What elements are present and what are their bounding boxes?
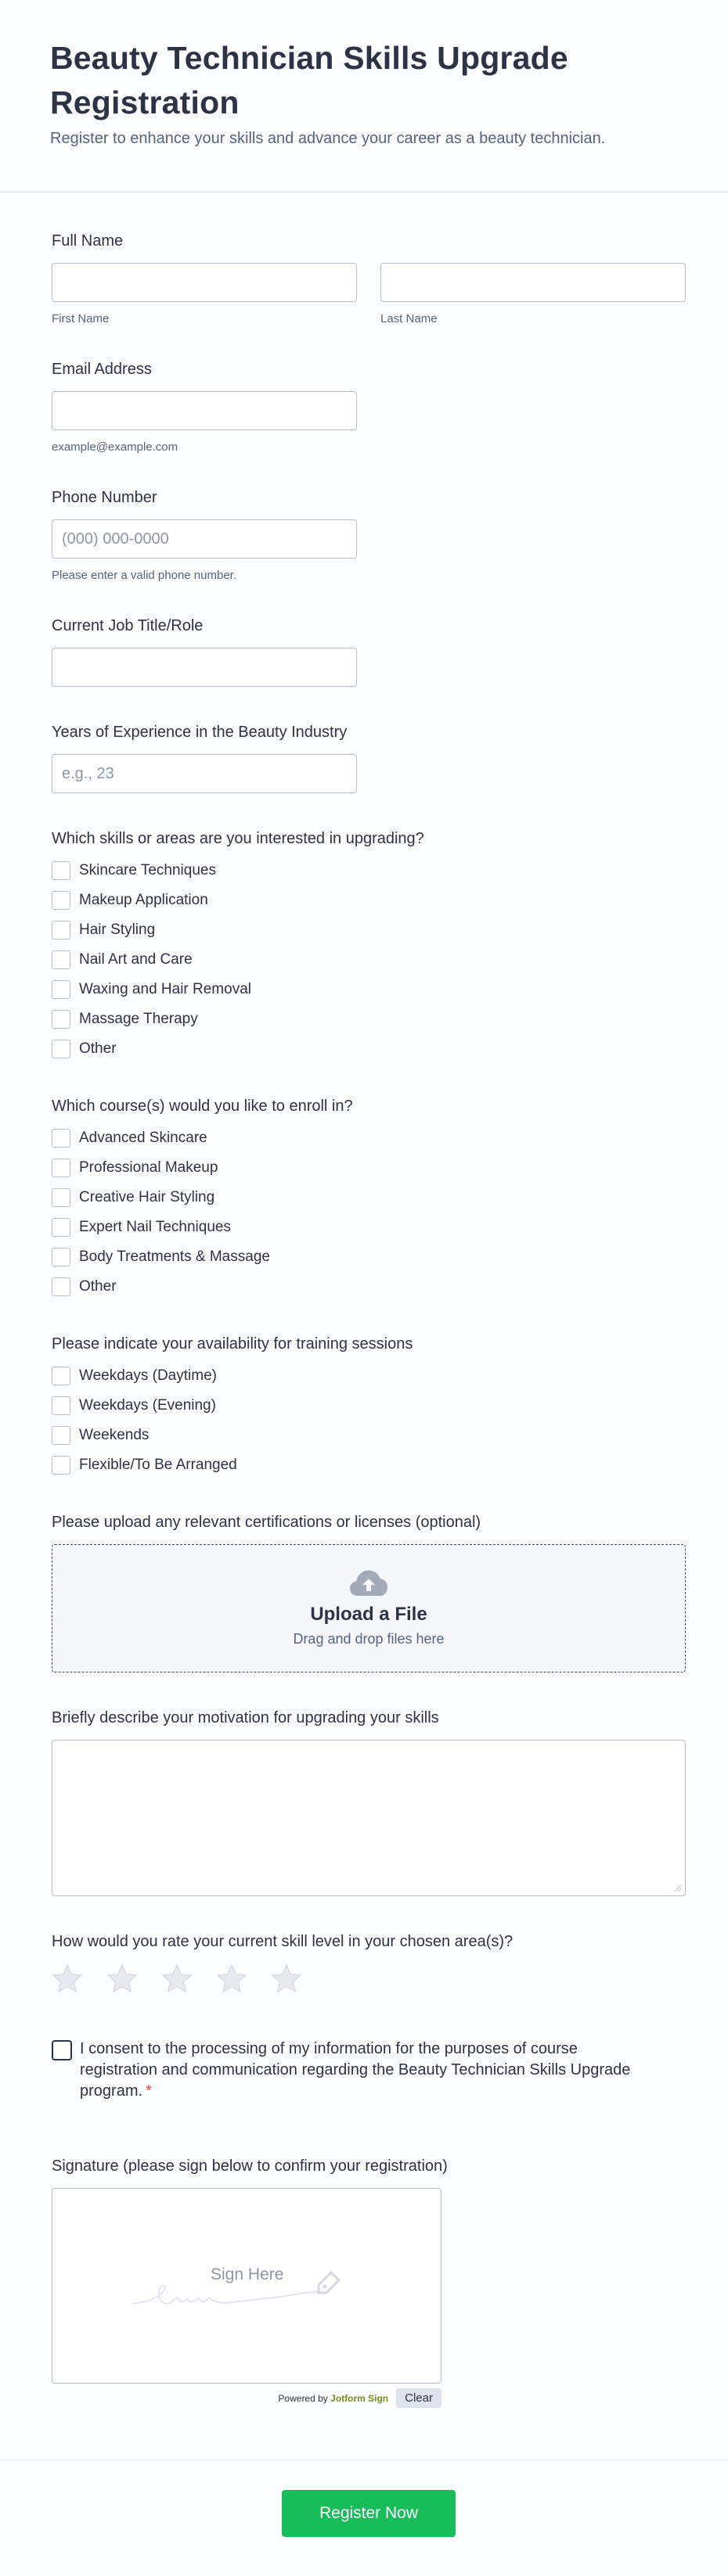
clear-signature-button[interactable]: Clear — [396, 2388, 441, 2408]
powered-prefix: Powered by — [278, 2392, 328, 2404]
job-title-field — [52, 615, 686, 687]
upload-title: Upload a File — [310, 1604, 427, 1625]
courses-option[interactable] — [52, 1277, 686, 1297]
courses-option[interactable] — [52, 1217, 686, 1238]
motivation-label: Briefly describe your motivation for upgrading your skills — [52, 1709, 439, 1726]
signature-label: Signature (please sign below to confirm your registration) — [52, 2157, 448, 2175]
signature-pad[interactable] — [52, 2188, 441, 2384]
form-subtitle: Register to enhance your skills and advance your career as a beauty technician. — [50, 130, 606, 147]
checkbox[interactable] — [52, 1248, 70, 1266]
motivation-field — [52, 1707, 686, 1896]
courses-option-label: Expert Nail Techniques — [79, 1219, 231, 1235]
skills-option-label: Other — [79, 1040, 117, 1057]
availability-option-label: Flexible/To Be Arranged — [79, 1457, 237, 1473]
last-name-sublabel: Last Name — [380, 312, 438, 325]
email-input[interactable] — [52, 391, 357, 430]
full-name-label: Full Name — [52, 232, 124, 250]
powered-brand: Jotform Sign — [330, 2392, 389, 2404]
experience-input[interactable]: e.g., 23 — [52, 754, 357, 793]
skills-option[interactable] — [52, 1009, 686, 1029]
skills-option-label: Waxing and Hair Removal — [79, 981, 251, 997]
checkbox[interactable] — [52, 891, 70, 910]
star-rating — [52, 1963, 686, 1995]
availability-option[interactable] — [52, 1366, 686, 1386]
checkbox[interactable] — [52, 1159, 70, 1177]
first-name-sublabel: First Name — [52, 312, 110, 325]
courses-options — [52, 1128, 686, 1297]
powered-by — [278, 2393, 388, 2404]
star-icon[interactable] — [106, 1963, 138, 1995]
skills-option-label: Makeup Application — [79, 892, 208, 908]
signature-field — [52, 2155, 686, 2408]
courses-field — [52, 1095, 686, 1297]
checkbox[interactable] — [52, 1188, 70, 1207]
consent-checkbox[interactable] — [52, 2040, 72, 2060]
skills-option[interactable] — [52, 979, 686, 1000]
checkbox[interactable] — [52, 1396, 70, 1415]
email-field — [52, 358, 686, 455]
courses-option[interactable] — [52, 1128, 686, 1148]
rating-field — [52, 1931, 686, 1995]
star-icon[interactable] — [52, 1963, 83, 1995]
upload-dropzone[interactable] — [52, 1544, 686, 1672]
availability-option[interactable] — [52, 1425, 686, 1446]
skills-option[interactable] — [52, 1039, 686, 1059]
skills-label: Which skills or areas are you interested in upgrading? — [52, 830, 424, 847]
availability-field — [52, 1333, 686, 1475]
availability-option-label: Weekdays (Daytime) — [79, 1367, 217, 1384]
checkbox[interactable] — [52, 921, 70, 940]
skills-options — [52, 860, 686, 1059]
form-footer — [0, 2459, 728, 2576]
consent-text — [80, 2039, 643, 2102]
availability-option-label: Weekdays (Evening) — [79, 1397, 216, 1414]
last-name-col — [380, 263, 686, 327]
job-title-label: Current Job Title/Role — [52, 617, 204, 634]
experience-field — [52, 721, 686, 793]
phone-label: Phone Number — [52, 489, 157, 506]
form-title: Beauty Technician Skills Upgrade Registration — [50, 40, 568, 120]
checkbox[interactable] — [52, 1277, 70, 1296]
skills-option-label: Nail Art and Care — [79, 951, 193, 968]
checkbox[interactable] — [52, 1040, 70, 1058]
skills-option[interactable] — [52, 860, 686, 881]
email-label: Email Address — [52, 361, 152, 378]
skills-option-label: Skincare Techniques — [79, 862, 216, 878]
checkbox[interactable] — [52, 1456, 70, 1475]
first-name-col — [52, 263, 357, 327]
phone-sublabel: Please enter a valid phone number. — [52, 569, 236, 582]
consent-field — [52, 2039, 686, 2102]
checkbox[interactable] — [52, 950, 70, 969]
star-icon[interactable] — [271, 1963, 302, 1995]
phone-field — [52, 487, 686, 584]
register-now-button[interactable]: Register Now — [282, 2490, 456, 2537]
courses-option-label: Advanced Skincare — [79, 1130, 207, 1146]
courses-option[interactable] — [52, 1247, 686, 1267]
form-body — [0, 192, 728, 2408]
star-icon[interactable] — [216, 1963, 247, 1995]
availability-options — [52, 1366, 686, 1475]
availability-option-label: Weekends — [79, 1427, 150, 1443]
courses-option-label: Professional Makeup — [79, 1159, 218, 1176]
full-name-row — [52, 263, 686, 327]
job-title-input[interactable] — [52, 648, 357, 687]
courses-option[interactable] — [52, 1158, 686, 1178]
signature-footer — [52, 2388, 441, 2408]
upload-subtitle: Drag and drop files here — [293, 1631, 445, 1647]
skills-option[interactable] — [52, 950, 686, 970]
skills-option-label: Hair Styling — [79, 922, 156, 938]
courses-option[interactable] — [52, 1187, 686, 1208]
availability-label: Please indicate your availability for training sessions — [52, 1335, 413, 1353]
checkbox[interactable] — [52, 1129, 70, 1148]
phone-input[interactable]: (000) 000-0000 — [52, 519, 357, 559]
signature-placeholder: Sign Here — [211, 2265, 284, 2283]
skills-option[interactable] — [52, 920, 686, 940]
availability-option[interactable] — [52, 1396, 686, 1416]
experience-label: Years of Experience in the Beauty Industry — [52, 724, 348, 741]
courses-option-label: Body Treatments & Massage — [79, 1248, 270, 1265]
checkbox[interactable] — [52, 980, 70, 999]
email-sublabel: example@example.com — [52, 440, 178, 454]
courses-option-label: Creative Hair Styling — [79, 1189, 215, 1205]
last-name-input[interactable] — [380, 263, 686, 302]
consent-label: I consent to the processing of my information for the purposes of course registration and communication regarding the Beauty Technician Skills Upgrade program. — [80, 2040, 631, 2100]
skills-option-label: Massage Therapy — [79, 1011, 198, 1027]
checkbox[interactable] — [52, 1218, 70, 1237]
checkbox[interactable] — [52, 861, 70, 880]
skills-field — [52, 828, 686, 1059]
star-icon[interactable] — [161, 1963, 193, 1995]
cloud-upload-icon — [348, 1568, 389, 1597]
courses-label: Which course(s) would you like to enroll in? — [52, 1098, 353, 1115]
upload-field — [52, 1511, 686, 1672]
full-name-field — [52, 230, 686, 327]
upload-label: Please upload any relevant certifications or licenses (optional) — [52, 1514, 481, 1531]
availability-option[interactable] — [52, 1455, 686, 1475]
rating-label: How would you rate your current skill level in your chosen area(s)? — [52, 1933, 514, 1950]
checkbox[interactable] — [52, 1010, 70, 1029]
first-name-input[interactable] — [52, 263, 357, 302]
checkbox[interactable] — [52, 1367, 70, 1385]
form-header — [0, 0, 728, 192]
motivation-textarea[interactable] — [52, 1740, 686, 1896]
resize-handle-icon[interactable] — [674, 1884, 682, 1892]
consent-row[interactable] — [52, 2039, 686, 2102]
skills-option[interactable] — [52, 890, 686, 911]
required-mark: * — [146, 2082, 152, 2100]
checkbox[interactable] — [52, 1426, 70, 1445]
courses-option-label: Other — [79, 1278, 117, 1295]
